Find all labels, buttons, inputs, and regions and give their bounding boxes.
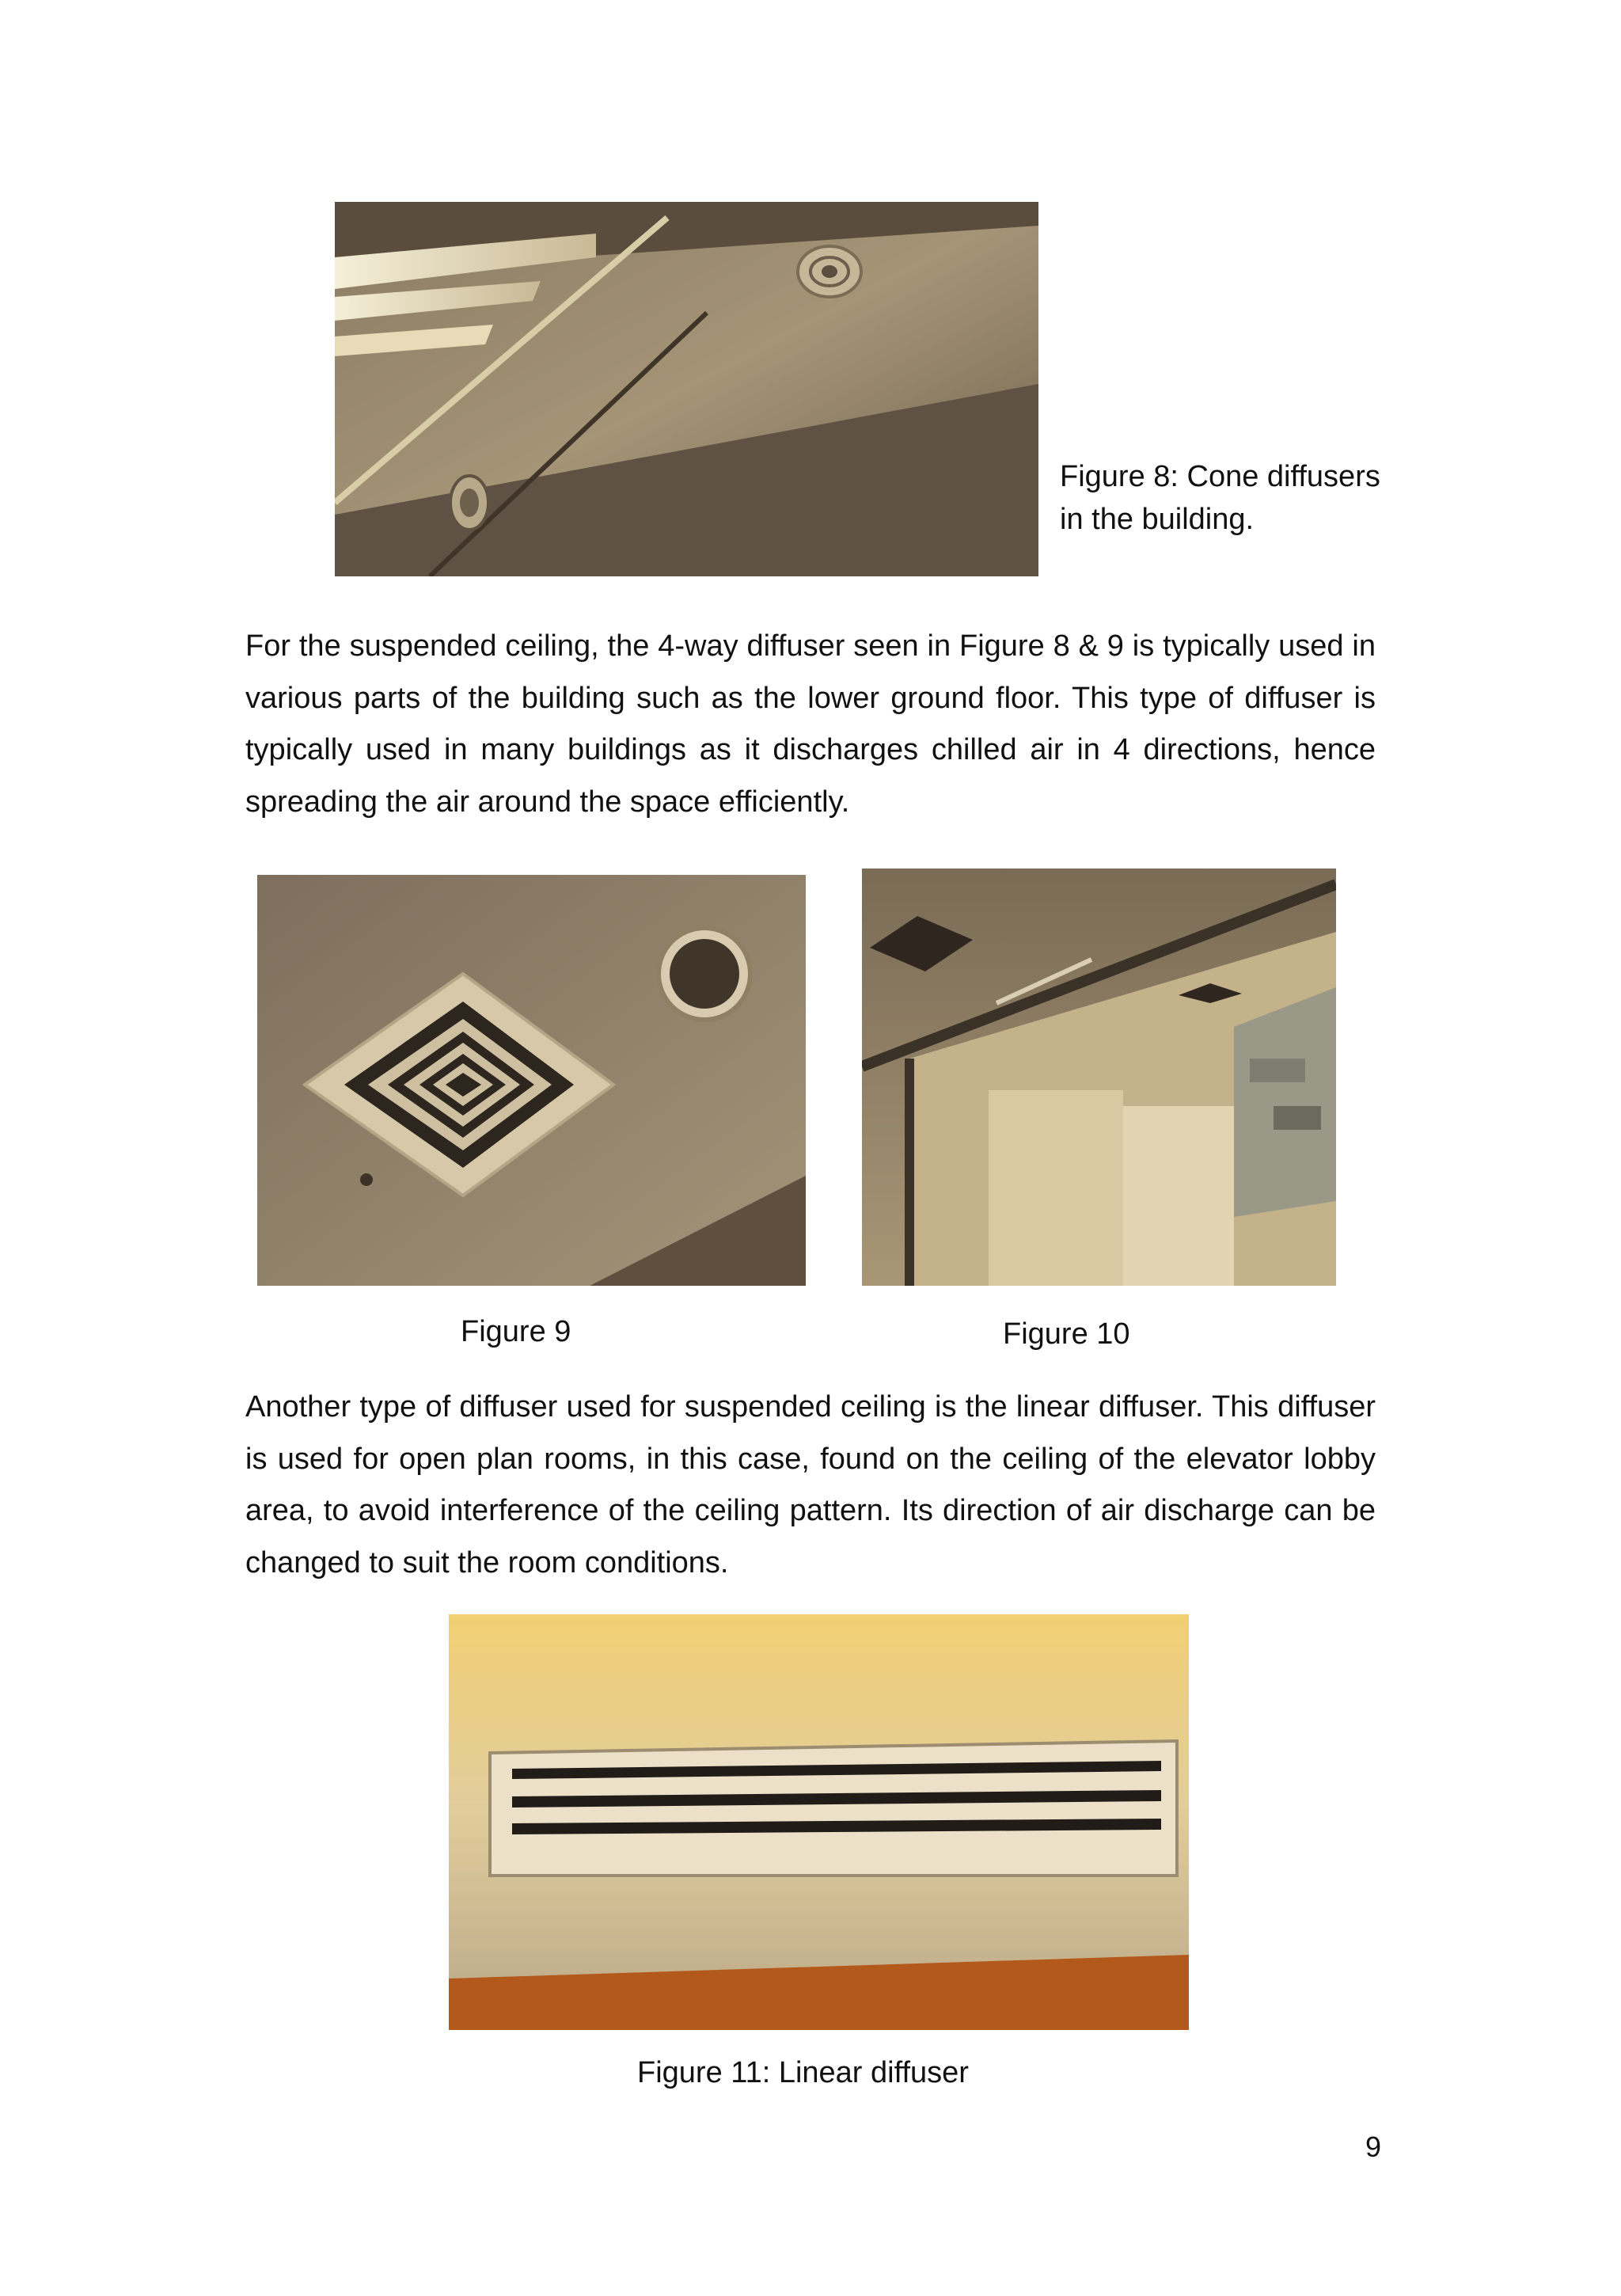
body-paragraph-1: For the suspended ceiling, the 4-way diffuser seen in Figure 8 & 9 is typically used in various parts of the building such as the lower ground floor. This type of diffuser is typically used in many buildings as it discharges chilled air in 4 directions, hence spreading the air around the space efficiently. [245, 629, 1376, 819]
linear-diffuser-icon [490, 1741, 1177, 1876]
page-number: 9 [1365, 2131, 1381, 2163]
body-paragraph-2: Another type of diffuser used for suspended ceiling is the linear diffuser. This diffuser is used for open plan rooms, in this case, found on the ceiling of the elevator lobby area, to avoid interference of the ceiling pattern. Its direction of air discharge can be changed to suit the room conditions. [245, 1390, 1376, 1579]
figure-8-cone-diffusers-photo [335, 202, 1038, 576]
figure-9-caption: Figure 9 [461, 1315, 571, 1348]
figure-8-caption: Figure 8: Cone diffusers in the building. [1060, 460, 1380, 536]
figure-10-elevator-lobby-photo [862, 869, 1336, 1286]
figure-10-caption: Figure 10 [1003, 1317, 1130, 1351]
figure-9-four-way-diffuser-photo [257, 875, 806, 1286]
figure-11-linear-diffuser-photo [449, 1614, 1189, 2030]
figure-11-caption: Figure 11: Linear diffuser [637, 2056, 969, 2089]
